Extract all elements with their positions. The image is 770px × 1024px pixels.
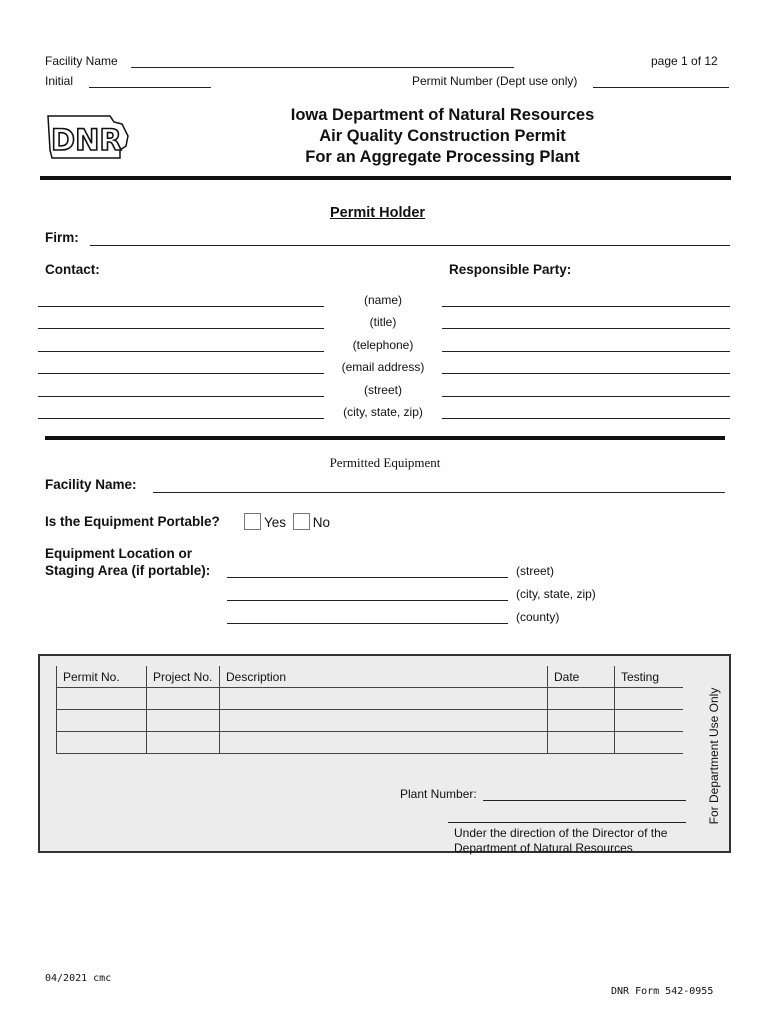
portable-no-checkbox[interactable] <box>293 513 310 530</box>
table-row <box>57 710 684 732</box>
responsible-street-field[interactable] <box>442 396 730 397</box>
yes-label: Yes <box>264 515 287 530</box>
department-use-side-label: For Department Use Only <box>707 687 721 825</box>
initial-field[interactable] <box>89 87 211 88</box>
initial-label: Initial <box>45 74 74 88</box>
permitted-equipment-heading: Permitted Equipment <box>329 455 441 470</box>
location-city-field[interactable] <box>227 600 508 601</box>
responsible-title-field[interactable] <box>442 328 730 329</box>
plant-number-label: Plant Number: <box>400 787 477 801</box>
location-street-label: (street) <box>516 564 555 578</box>
portable-yes-checkbox[interactable] <box>244 513 261 530</box>
page-title <box>230 105 655 168</box>
no-label: No <box>312 515 331 530</box>
footer-code: 04/2021 cmc <box>45 973 112 984</box>
location-city-label: (city, state, zip) <box>516 587 596 601</box>
field-label-city: (city, state, zip) <box>343 405 423 419</box>
contact-city-field[interactable] <box>38 418 324 419</box>
field-label-email: (email address) <box>341 360 425 374</box>
equipment-facility-name-label: Facility Name: <box>45 477 137 492</box>
col-testing: Testing <box>615 666 684 688</box>
equipment-facility-name-field[interactable] <box>153 492 725 493</box>
location-label <box>45 545 210 579</box>
signature-caption-line-1: Under the direction of the Director of the <box>454 826 668 840</box>
field-label-title: (title) <box>369 315 397 329</box>
responsible-city-field[interactable] <box>442 418 730 419</box>
contact-email-field[interactable] <box>38 373 324 374</box>
contact-label: Contact: <box>45 262 100 277</box>
location-county-field[interactable] <box>227 623 508 624</box>
facility-name-field[interactable] <box>131 67 514 68</box>
firm-field[interactable] <box>90 245 730 246</box>
contact-name-field[interactable] <box>38 306 324 307</box>
contact-telephone-field[interactable] <box>38 351 324 352</box>
field-label-name: (name) <box>363 293 402 307</box>
title-line-3: For an Aggregate Processing Plant <box>305 148 580 166</box>
signature-caption <box>454 826 667 856</box>
permit-holder-heading: Permit Holder <box>330 205 426 221</box>
location-label-line-2: Staging Area (if portable): <box>45 563 211 578</box>
firm-label: Firm: <box>45 230 79 245</box>
title-line-2: Air Quality Construction Permit <box>319 127 566 145</box>
permit-number-label: Permit Number (Dept use only) <box>412 74 578 88</box>
plant-number-field[interactable] <box>483 800 686 801</box>
logo-text: DNR <box>51 123 122 157</box>
portable-options <box>244 513 330 530</box>
table-row <box>57 732 684 754</box>
title-line-1: Iowa Department of Natural Resources <box>290 106 595 124</box>
responsible-party-label: Responsible Party: <box>449 262 572 277</box>
col-description: Description <box>220 666 548 688</box>
responsible-email-field[interactable] <box>442 373 730 374</box>
permit-number-field[interactable] <box>593 87 729 88</box>
field-label-telephone: (telephone) <box>352 338 414 352</box>
title-divider <box>40 176 731 180</box>
permit-table <box>56 666 683 754</box>
section-divider <box>45 436 725 440</box>
page-indicator: page 1 of 12 <box>651 54 718 68</box>
contact-street-field[interactable] <box>38 396 324 397</box>
responsible-name-field[interactable] <box>442 306 730 307</box>
form-number: DNR Form 542-0955 <box>611 986 714 997</box>
contact-title-field[interactable] <box>38 328 324 329</box>
responsible-telephone-field[interactable] <box>442 351 730 352</box>
signature-line[interactable] <box>448 822 686 823</box>
location-label-line-1: Equipment Location or <box>45 546 192 561</box>
table-row <box>57 688 684 710</box>
portable-question: Is the Equipment Portable? <box>45 514 220 529</box>
iowa-map-icon <box>44 110 134 166</box>
facility-name-label: Facility Name <box>45 54 118 68</box>
department-use-box <box>38 654 731 853</box>
field-label-street: (street) <box>363 383 402 397</box>
dnr-logo <box>44 110 134 171</box>
location-county-label: (county) <box>516 610 560 624</box>
location-street-field[interactable] <box>227 577 508 578</box>
signature-caption-line-2: Department of Natural Resources <box>454 841 633 855</box>
col-date: Date <box>548 666 615 688</box>
col-project-no: Project No. <box>147 666 220 688</box>
col-permit-no: Permit No. <box>57 666 147 688</box>
